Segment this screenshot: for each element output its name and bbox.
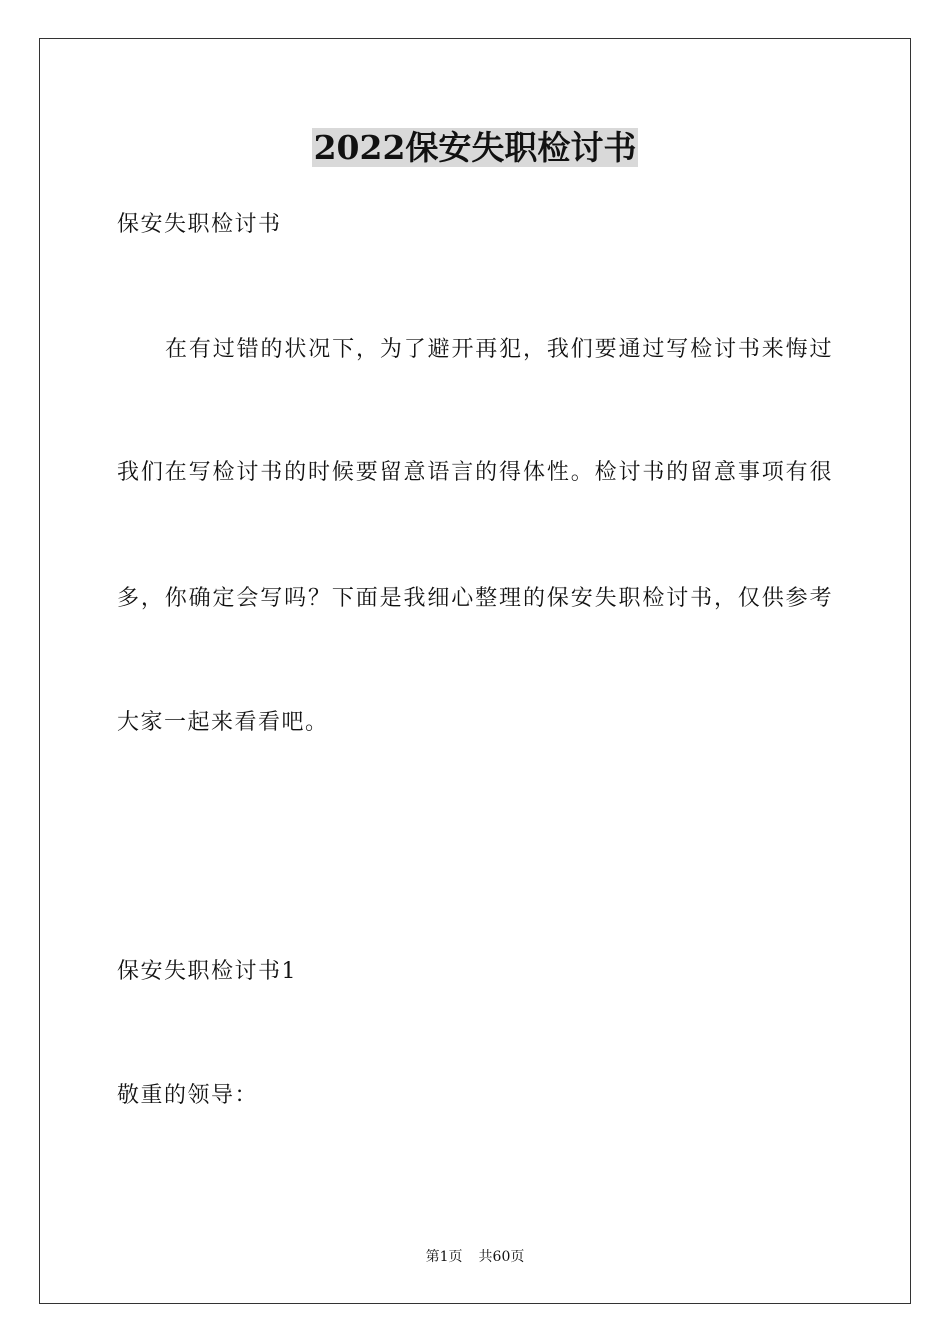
- document-title-text: 2022保安失职检讨书: [313, 128, 637, 167]
- intro-line-1: 在有过错的状况下，为了避开再犯，我们要通过写检讨书来悔过: [165, 337, 833, 362]
- section-heading: 保安失职检讨书1: [117, 959, 297, 984]
- document-title: [0, 126, 950, 170]
- intro-line-3: 多，你确定会写吗？下面是我细心整理的保安失职检讨书，仅供参考: [117, 586, 833, 611]
- page-number: 第1页: [425, 1249, 463, 1265]
- intro-line-2: 我们在写检讨书的时候要留意语言的得体性。检讨书的留意事项有很: [117, 460, 833, 485]
- intro-line-4: 大家一起来看看吧。: [117, 710, 329, 735]
- document-subtitle: 保安失职检讨书: [117, 212, 282, 237]
- page-total: 共60页: [478, 1249, 525, 1265]
- salutation: 敬重的领导：: [117, 1083, 259, 1108]
- page-footer: [0, 1247, 950, 1267]
